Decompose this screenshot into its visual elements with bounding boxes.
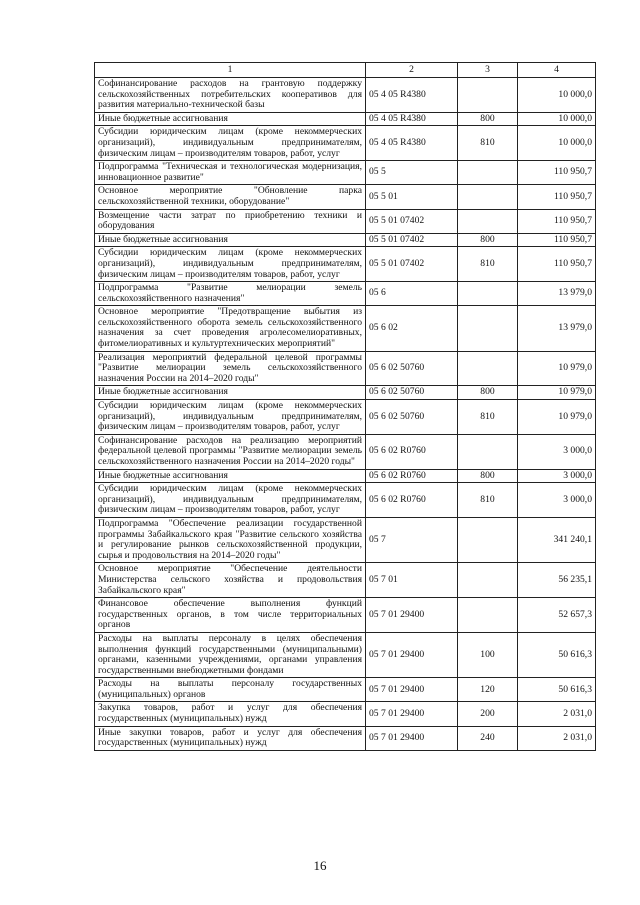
cell-name: Субсидии юридическим лицам (кроме некоммерческих организаций), индивидуальным предпринимателям, физическим лицам – производителям товаров, работ, услуг [95,483,366,518]
cell-amount: 110 950,7 [518,233,596,247]
cell-amount: 110 950,7 [518,185,596,209]
header-col-4: 4 [518,63,596,78]
cell-name: Иные бюджетные ассигнования [95,386,366,400]
cell-code: 05 7 01 29400 [366,678,458,702]
table-row [95,400,596,435]
cell-name: Иные бюджетные ассигнования [95,233,366,247]
table-row [95,726,596,750]
cell-amount: 50 616,3 [518,678,596,702]
cell-code: 05 5 01 07402 [366,233,458,247]
cell-code: 05 4 05 R4380 [366,126,458,161]
table-row [95,247,596,282]
cell-expense-type [458,185,518,209]
table-row [95,306,596,351]
cell-amount: 10 000,0 [518,126,596,161]
cell-expense-type: 200 [458,702,518,726]
table-header-row [95,63,596,78]
cell-amount: 52 657,3 [518,598,596,633]
cell-expense-type: 240 [458,726,518,750]
cell-code: 05 6 02 50760 [366,386,458,400]
table-row [95,209,596,233]
table-row [95,598,596,633]
cell-name: Закупка товаров, работ и услуг для обеспечения государственных (муниципальных) нужд [95,702,366,726]
cell-expense-type: 810 [458,126,518,161]
table-row [95,632,596,677]
table-row [95,112,596,126]
cell-amount: 10 000,0 [518,112,596,126]
cell-amount: 2 031,0 [518,702,596,726]
table-body [95,78,596,751]
cell-expense-type: 120 [458,678,518,702]
cell-amount: 110 950,7 [518,161,596,185]
cell-code: 05 5 01 07402 [366,209,458,233]
cell-expense-type [458,598,518,633]
cell-expense-type [458,209,518,233]
cell-amount: 110 950,7 [518,209,596,233]
cell-expense-type: 800 [458,112,518,126]
cell-name: Софинансирование расходов на реализацию мероприятий федеральной целевой программы "Развитие мелиорации земель сельскохозяйственного назначения России на 2014–2020 годы" [95,434,366,469]
cell-name: Подпрограмма "Развитие мелиорации земель сельскохозяйственного назначения" [95,282,366,306]
cell-amount: 13 979,0 [518,306,596,351]
cell-code: 05 7 01 29400 [366,598,458,633]
table-row [95,517,596,562]
cell-expense-type [458,282,518,306]
header-col-2: 2 [366,63,458,78]
cell-code: 05 6 02 50760 [366,400,458,435]
cell-code: 05 5 [366,161,458,185]
cell-amount: 10 979,0 [518,400,596,435]
cell-name: Основное мероприятие "Предотвращение выбытия из сельскохозяйственного оборота земель сельскохозяйственного назначения за счет проведения агролесомелиоративных, фитомелиоративных и культуртехнических мероприятий" [95,306,366,351]
cell-amount: 341 240,1 [518,517,596,562]
table-row [95,185,596,209]
cell-name: Софинансирование расходов на грантовую поддержку сельскохозяйственных потребительских кооперативов для развития материально-технической базы [95,78,366,113]
cell-code: 05 6 [366,282,458,306]
table-row [95,483,596,518]
table-row [95,351,596,386]
cell-code: 05 7 01 [366,563,458,598]
cell-expense-type: 810 [458,400,518,435]
table-row [95,434,596,469]
cell-name: Субсидии юридическим лицам (кроме некоммерческих организаций), индивидуальным предпринимателям, физическим лицам – производителям товаров, работ, услуг [95,126,366,161]
budget-table [94,62,596,751]
cell-expense-type [458,563,518,598]
cell-name: Финансовое обеспечение выполнения функций государственных органов, в том числе территориальных органов [95,598,366,633]
cell-code: 05 7 01 29400 [366,726,458,750]
cell-code: 05 6 02 R0760 [366,434,458,469]
cell-amount: 3 000,0 [518,469,596,483]
cell-amount: 50 616,3 [518,632,596,677]
cell-expense-type: 800 [458,469,518,483]
cell-amount: 110 950,7 [518,247,596,282]
cell-amount: 3 000,0 [518,483,596,518]
cell-name: Иные бюджетные ассигнования [95,469,366,483]
cell-expense-type: 800 [458,386,518,400]
cell-name: Субсидии юридическим лицам (кроме некоммерческих организаций), индивидуальным предпринимателям, физическим лицам – производителям товаров, работ, услуг [95,400,366,435]
header-col-1: 1 [95,63,366,78]
cell-expense-type [458,78,518,113]
cell-expense-type: 810 [458,247,518,282]
cell-expense-type [458,306,518,351]
table-row [95,469,596,483]
cell-code: 05 7 [366,517,458,562]
cell-name: Подпрограмма "Обеспечение реализации государственной программы Забайкальского края "Развитие сельского хозяйства и регулирование рынков сельскохозяйственной продукции, сырья и продовольствия на 2014–2020 годы" [95,517,366,562]
cell-name: Подпрограмма "Техническая и технологическая модернизация, инновационное развитие" [95,161,366,185]
cell-name: Иные бюджетные ассигнования [95,112,366,126]
cell-amount: 10 000,0 [518,78,596,113]
table-row [95,233,596,247]
cell-code: 05 4 05 R4380 [366,78,458,113]
cell-amount: 10 979,0 [518,351,596,386]
table-row [95,386,596,400]
cell-name: Возмещение части затрат по приобретению техники и оборудования [95,209,366,233]
table-row [95,78,596,113]
cell-amount: 13 979,0 [518,282,596,306]
page-number: 16 [313,858,327,873]
cell-expense-type: 810 [458,483,518,518]
cell-amount: 56 235,1 [518,563,596,598]
cell-name: Реализация мероприятий федеральной целевой программы "Развитие мелиорации земель сельскохозяйственного назначения России на 2014–2020 годы" [95,351,366,386]
cell-amount: 2 031,0 [518,726,596,750]
cell-code: 05 6 02 R0760 [366,469,458,483]
cell-name: Расходы на выплаты персоналу государственных (муниципальных) органов [95,678,366,702]
cell-code: 05 4 05 R4380 [366,112,458,126]
table-row [95,678,596,702]
cell-name: Субсидии юридическим лицам (кроме некоммерческих организаций), индивидуальным предпринимателям, физическим лицам – производителям товаров, работ, услуг [95,247,366,282]
cell-name: Расходы на выплаты персоналу в целях обеспечения выполнения функций государственными (муниципальными) органами, казенными учреждениями, органами управления государственными внебюджетными фондами [95,632,366,677]
cell-expense-type [458,517,518,562]
cell-expense-type [458,434,518,469]
cell-code: 05 6 02 R0760 [366,483,458,518]
cell-name: Основное мероприятие "Обеспечение деятельности Министерства сельского хозяйства и продовольствия Забайкальского края" [95,563,366,598]
cell-code: 05 7 01 29400 [366,702,458,726]
cell-name: Иные закупки товаров, работ и услуг для обеспечения государственных (муниципальных) нужд [95,726,366,750]
table-row [95,126,596,161]
table-row [95,282,596,306]
header-col-3: 3 [458,63,518,78]
table-row [95,161,596,185]
cell-expense-type: 100 [458,632,518,677]
cell-code: 05 6 02 50760 [366,351,458,386]
cell-name: Основное мероприятие "Обновление парка сельскохозяйственной техники, оборудование" [95,185,366,209]
cell-code: 05 5 01 [366,185,458,209]
cell-code: 05 6 02 [366,306,458,351]
table-row [95,702,596,726]
cell-expense-type: 800 [458,233,518,247]
cell-code: 05 7 01 29400 [366,632,458,677]
cell-expense-type [458,351,518,386]
budget-table-container [94,62,595,751]
cell-amount: 3 000,0 [518,434,596,469]
cell-amount: 10 979,0 [518,386,596,400]
cell-expense-type [458,161,518,185]
table-row [95,563,596,598]
cell-code: 05 5 01 07402 [366,247,458,282]
